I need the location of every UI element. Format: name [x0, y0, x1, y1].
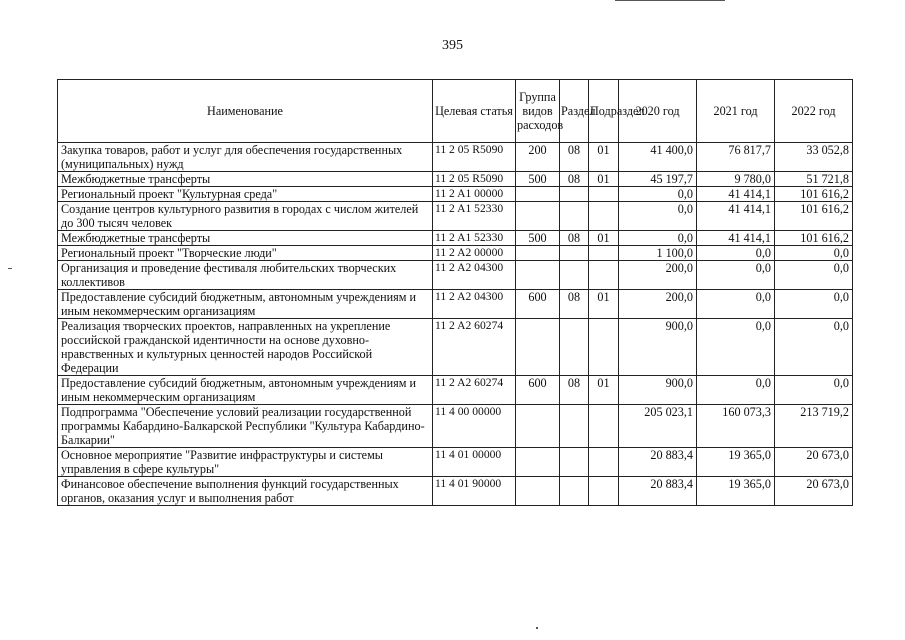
table-row	[58, 290, 853, 319]
row-section	[560, 319, 589, 376]
row-2020: 205 023,1	[619, 405, 697, 448]
header-section: Раздел	[560, 80, 589, 143]
row-group: 200	[516, 143, 560, 172]
row-name: Реализация творческих проектов, направленных на укрепление российской гражданской идентичности на основе духовно-нравственных и культурных ценностей народов Российской Федерации	[58, 319, 433, 376]
table-row	[58, 202, 853, 231]
row-name: Организация и проведение фестиваля любительских творческих коллективов	[58, 261, 433, 290]
row-section	[560, 202, 589, 231]
row-section	[560, 261, 589, 290]
table-row	[58, 319, 853, 376]
table-row	[58, 448, 853, 477]
row-2020: 900,0	[619, 319, 697, 376]
row-2022: 0,0	[775, 290, 853, 319]
row-code: 11 2 A2 00000	[433, 246, 516, 261]
header-2020: 2020 год	[619, 80, 697, 143]
row-section: 08	[560, 143, 589, 172]
row-subsection: 01	[589, 172, 619, 187]
row-section	[560, 187, 589, 202]
table-row	[58, 477, 853, 506]
row-group: 500	[516, 172, 560, 187]
row-code: 11 4 01 00000	[433, 448, 516, 477]
row-code: 11 2 A2 60274	[433, 376, 516, 405]
row-code: 11 2 05 R5090	[433, 172, 516, 187]
table-row	[58, 376, 853, 405]
scan-speck	[8, 268, 12, 269]
row-2021: 0,0	[697, 261, 775, 290]
row-2021: 41 414,1	[697, 187, 775, 202]
row-2021: 19 365,0	[697, 477, 775, 506]
table-body	[58, 143, 853, 506]
row-subsection	[589, 202, 619, 231]
row-subsection: 01	[589, 376, 619, 405]
row-name: Создание центров культурного развития в городах с числом жителей до 300 тысяч человек	[58, 202, 433, 231]
row-2022: 0,0	[775, 376, 853, 405]
row-code: 11 2 A1 52330	[433, 202, 516, 231]
row-2022: 20 673,0	[775, 448, 853, 477]
row-subsection	[589, 246, 619, 261]
row-2021: 41 414,1	[697, 231, 775, 246]
row-group	[516, 187, 560, 202]
row-2020: 200,0	[619, 290, 697, 319]
row-group: 500	[516, 231, 560, 246]
row-subsection: 01	[589, 231, 619, 246]
row-code: 11 2 05 R5090	[433, 143, 516, 172]
row-group	[516, 261, 560, 290]
table-row	[58, 143, 853, 172]
row-name: Региональный проект "Творческие люди"	[58, 246, 433, 261]
row-name: Межбюджетные трансферты	[58, 231, 433, 246]
row-subsection	[589, 319, 619, 376]
row-name: Основное мероприятие "Развитие инфраструктуры и системы управления в сфере культуры"	[58, 448, 433, 477]
row-code: 11 4 00 00000	[433, 405, 516, 448]
row-2022: 33 052,8	[775, 143, 853, 172]
scan-speck	[615, 0, 725, 1]
row-name: Подпрограмма "Обеспечение условий реализации государственной программы Кабардино-Балкарской Республики "Культура Кабардино-Балкарии"	[58, 405, 433, 448]
row-2022: 101 616,2	[775, 187, 853, 202]
row-subsection	[589, 187, 619, 202]
row-section: 08	[560, 376, 589, 405]
row-code: 11 2 A2 04300	[433, 261, 516, 290]
row-2021: 76 817,7	[697, 143, 775, 172]
row-2021: 0,0	[697, 290, 775, 319]
row-group	[516, 202, 560, 231]
header-name: Наименование	[58, 80, 433, 143]
row-2022: 0,0	[775, 246, 853, 261]
row-2022: 101 616,2	[775, 231, 853, 246]
row-name: Финансовое обеспечение выполнения функций государственных органов, оказания услуг и выполнения работ	[58, 477, 433, 506]
row-code: 11 2 A1 52330	[433, 231, 516, 246]
row-group	[516, 477, 560, 506]
row-group	[516, 405, 560, 448]
row-section: 08	[560, 231, 589, 246]
row-2020: 41 400,0	[619, 143, 697, 172]
row-section: 08	[560, 172, 589, 187]
row-subsection	[589, 405, 619, 448]
row-group: 600	[516, 376, 560, 405]
row-code: 11 2 A1 00000	[433, 187, 516, 202]
table-row	[58, 187, 853, 202]
row-2021: 0,0	[697, 319, 775, 376]
table-row	[58, 172, 853, 187]
row-code: 11 2 A2 04300	[433, 290, 516, 319]
header-group: Группа видов расходов	[516, 80, 560, 143]
row-2022: 213 719,2	[775, 405, 853, 448]
row-2020: 20 883,4	[619, 448, 697, 477]
row-subsection: 01	[589, 290, 619, 319]
budget-table	[57, 79, 853, 506]
header-2021: 2021 год	[697, 80, 775, 143]
row-2020: 200,0	[619, 261, 697, 290]
scan-speck	[536, 627, 538, 629]
row-group	[516, 448, 560, 477]
table-row	[58, 231, 853, 246]
row-name: Предоставление субсидий бюджетным, автономным учреждениям и иным некоммерческим организациям	[58, 290, 433, 319]
row-2021: 0,0	[697, 246, 775, 261]
row-group	[516, 246, 560, 261]
row-2021: 0,0	[697, 376, 775, 405]
row-2021: 41 414,1	[697, 202, 775, 231]
row-2020: 0,0	[619, 187, 697, 202]
table-row	[58, 405, 853, 448]
row-2021: 19 365,0	[697, 448, 775, 477]
row-section	[560, 477, 589, 506]
row-section	[560, 405, 589, 448]
row-code: 11 2 A2 60274	[433, 319, 516, 376]
row-2020: 20 883,4	[619, 477, 697, 506]
row-2022: 51 721,8	[775, 172, 853, 187]
row-2021: 9 780,0	[697, 172, 775, 187]
row-2020: 45 197,7	[619, 172, 697, 187]
row-code: 11 4 01 90000	[433, 477, 516, 506]
row-2020: 900,0	[619, 376, 697, 405]
row-2020: 0,0	[619, 202, 697, 231]
row-2021: 160 073,3	[697, 405, 775, 448]
row-subsection	[589, 477, 619, 506]
table-row	[58, 261, 853, 290]
row-subsection	[589, 261, 619, 290]
row-name: Закупка товаров, работ и услуг для обеспечения государственных (муниципальных) нужд	[58, 143, 433, 172]
row-subsection: 01	[589, 143, 619, 172]
row-name: Региональный проект "Культурная среда"	[58, 187, 433, 202]
row-section	[560, 448, 589, 477]
table-row	[58, 246, 853, 261]
row-2020: 0,0	[619, 231, 697, 246]
row-section	[560, 246, 589, 261]
row-2022: 0,0	[775, 261, 853, 290]
header-target: Целевая статья	[433, 80, 516, 143]
row-name: Межбюджетные трансферты	[58, 172, 433, 187]
header-2022: 2022 год	[775, 80, 853, 143]
header-row	[58, 80, 853, 143]
page-number: 395	[442, 38, 463, 53]
row-2022: 0,0	[775, 319, 853, 376]
row-2020: 1 100,0	[619, 246, 697, 261]
header-subsection: Подраздел	[589, 80, 619, 143]
row-2022: 101 616,2	[775, 202, 853, 231]
row-subsection	[589, 448, 619, 477]
row-section: 08	[560, 290, 589, 319]
row-name: Предоставление субсидий бюджетным, автономным учреждениям и иным некоммерческим организациям	[58, 376, 433, 405]
row-group	[516, 319, 560, 376]
row-group: 600	[516, 290, 560, 319]
row-2022: 20 673,0	[775, 477, 853, 506]
